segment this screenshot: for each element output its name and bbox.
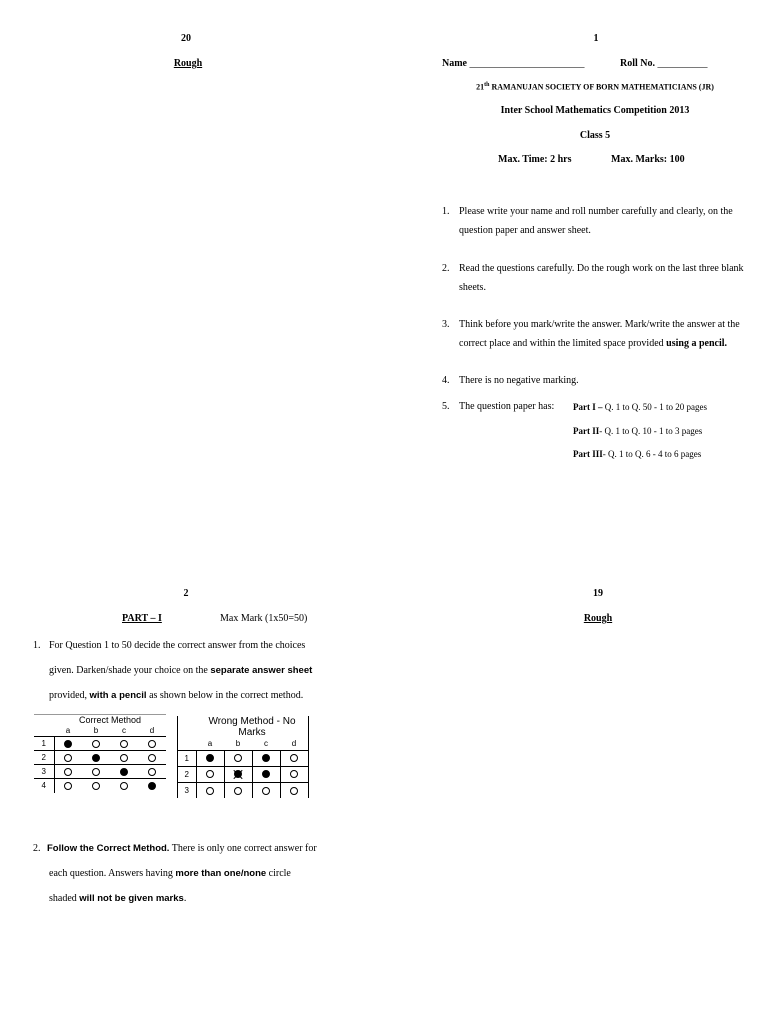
correct-column-a: a: [65, 726, 71, 736]
item-2-number: 2.: [33, 843, 41, 854]
answer-bubble: [64, 782, 72, 790]
rough-heading-bottom: Rough: [583, 613, 613, 624]
wrong-column-a: a: [207, 739, 213, 749]
answer-bubble: [148, 754, 156, 762]
page-number-1: 1: [593, 33, 599, 44]
row-label: 2: [34, 751, 54, 765]
instruction-4-number: 4.: [442, 375, 450, 386]
row-label: 1: [178, 750, 197, 766]
name-field: [442, 58, 585, 69]
wrong-row-1: [178, 750, 309, 766]
correct-column-d: d: [149, 726, 155, 736]
answer-bubble: [64, 768, 72, 776]
item-1-line-1: For Question 1 to 50 decide the correct answer from the choices: [49, 640, 306, 651]
answer-bubble: [234, 787, 242, 795]
row-label: 4: [34, 779, 54, 793]
correct-column-b: b: [93, 726, 99, 736]
max-marks: Max. Marks: 100: [611, 154, 685, 165]
wrong-column-d: d: [291, 739, 297, 749]
answer-bubble: [92, 768, 100, 776]
correct-row-3: [34, 765, 166, 779]
instruction-3-number: 3.: [442, 319, 450, 330]
part-2-line: Part II- Q. 1 to Q. 10 - 1 to 3 pages: [573, 426, 703, 436]
roll-label: Roll No.: [620, 58, 655, 69]
instruction-2-text: Read the questions carefully. Do the rough work on the last three blank sheets.: [459, 263, 744, 293]
instruction-4-text: There is no negative marking.: [459, 375, 579, 386]
name-blank: _______________________: [469, 58, 585, 69]
answer-bubble: [234, 770, 242, 778]
answer-bubble: [262, 787, 270, 795]
page-number-2: 2: [183, 588, 189, 599]
answer-bubble: [262, 754, 270, 762]
max-time: Max. Time: 2 hrs: [498, 154, 572, 165]
answer-bubble: [92, 782, 100, 790]
answer-bubble: [64, 740, 72, 748]
wrong-method-title: Wrong Method - No Marks: [208, 716, 296, 738]
answer-bubble: [206, 787, 214, 795]
correct-row-1: [34, 737, 166, 751]
correct-method-title: Correct Method: [78, 715, 142, 726]
instruction-3-text: Think before you mark/write the answer. Mark/write the answer at the correct place and within the limited space provided using a pencil.: [459, 319, 740, 349]
answer-bubble: [206, 754, 214, 762]
item-2-line-3: shaded will not be given marks.: [49, 893, 187, 904]
item-1-line-3: provided, with a pencil as shown below in the correct method.: [49, 690, 304, 701]
correct-method-example: [34, 714, 166, 793]
answer-bubble: [120, 782, 128, 790]
wrong-column-b: b: [235, 739, 241, 749]
row-label: 1: [34, 737, 54, 751]
answer-bubble: [290, 787, 298, 795]
rough-heading-top: Rough: [173, 58, 203, 69]
answer-bubble: [148, 782, 156, 790]
page-number-19: 19: [593, 588, 603, 599]
answer-bubble: [120, 768, 128, 776]
page-number-20: 20: [181, 33, 191, 44]
answer-bubble: [206, 770, 214, 778]
wrong-column-c: c: [264, 739, 268, 749]
answer-bubble: [92, 754, 100, 762]
name-label: Name: [442, 58, 467, 69]
roll-field: [620, 58, 708, 69]
answer-bubble: [262, 770, 270, 778]
item-1-line-2: given. Darken/shade your choice on the separate answer sheet: [49, 665, 313, 676]
instruction-5-number: 5.: [442, 401, 450, 412]
item-2-line-1: Follow the Correct Method. There is only one correct answer for: [47, 843, 317, 854]
wrong-row-3: [178, 782, 309, 798]
wrong-row-2: [178, 766, 309, 782]
max-mark-label: Max Mark (1x50=50): [220, 613, 308, 624]
competition-title: Inter School Mathematics Competition 2013: [500, 105, 690, 116]
answer-bubble: [64, 754, 72, 762]
society-name: 21th RAMANUJAN SOCIETY OF BORN MATHEMATICIANS (JR): [476, 82, 714, 92]
class-label: Class 5: [579, 130, 611, 141]
correct-row-2: [34, 751, 166, 765]
item-1-number: 1.: [33, 640, 41, 651]
answer-bubble: [148, 768, 156, 776]
row-label: 3: [34, 765, 54, 779]
answer-bubble: [120, 740, 128, 748]
answer-bubble: [234, 754, 242, 762]
part-1-line: Part I – Q. 1 to Q. 50 - 1 to 20 pages: [573, 402, 707, 412]
row-label: 2: [178, 766, 197, 782]
instruction-2-number: 2.: [442, 263, 450, 274]
answer-bubble: [120, 754, 128, 762]
answer-bubble: [290, 770, 298, 778]
answer-bubble: [92, 740, 100, 748]
roll-blank: __________: [657, 58, 708, 69]
answer-bubble: [290, 754, 298, 762]
part-3-line: Part III- Q. 1 to Q. 6 - 4 to 6 pages: [573, 449, 702, 459]
instruction-1-text: Please write your name and roll number carefully and clearly, on the question paper and answer sheet.: [459, 206, 733, 236]
item-2-line-2: each question. Answers having more than one/none circle: [49, 868, 291, 879]
answer-bubble: [148, 740, 156, 748]
row-label: 3: [178, 782, 197, 798]
instruction-5-text: The question paper has:: [459, 401, 555, 412]
correct-column-c: c: [122, 726, 126, 736]
instruction-1-number: 1.: [442, 206, 450, 217]
part-1-title: PART – I: [122, 613, 162, 624]
wrong-method-example: [177, 716, 309, 798]
correct-row-4: [34, 779, 166, 793]
